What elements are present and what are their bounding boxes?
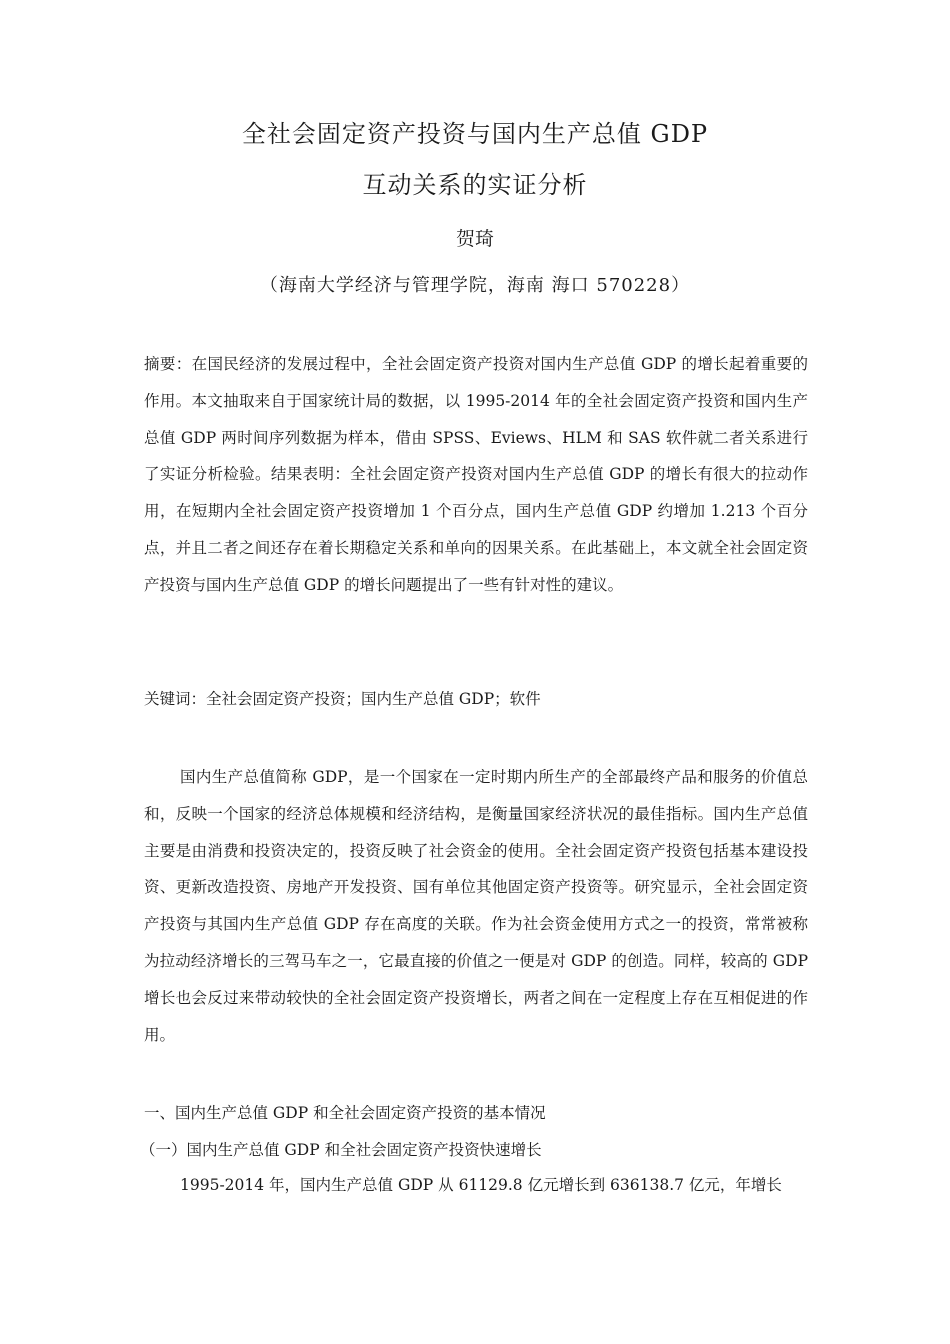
author-affiliation: （海南大学经济与管理学院，海南 海口 570228） [259, 275, 691, 296]
paper-title-line-2: 互动关系的实证分析 [362, 171, 588, 199]
section-heading-1: 一、国内生产总值 GDP 和全社会固定资产投资的基本情况 [144, 1104, 546, 1122]
keywords-line: 关键词：全社会固定资产投资；国内生产总值 GDP；软件 [144, 690, 541, 708]
body-paragraph-start: 1995-2014 年，国内生产总值 GDP 从 61129.8 亿元增长到 636138.7 亿元，年增长 [180, 1176, 782, 1194]
intro-paragraph: 国内生产总值简称 GDP，是一个国家在一定时期内所生产的全部最终产品和服务的价值总和，反映一个国家的经济总体规模和经济结构，是衡量国家经济状况的最佳指标。国内生产总值主要是由消费和投资决定的，投资反映了社会资金的使用。全社会固定资产投资包括基本建设投资、更新改造投资、房地产开发投资、国有单位其他固定资产投资等。研究显示，全社会固定资产投资与其国内生产总值 GDP 存在高度的关联。作为社会资金使用方式之一的投资，常常被称为拉动经济增长的三驾马车之一，它最直接的价值之一便是对 GDP 的创造。同样，较高的 GDP 增长也会反过来带动较快的全社会固定资产投资增长，两者之间在一定程度上存在互相促进的作用。 [144, 768, 808, 1044]
author-name: 贺琦 [455, 228, 494, 250]
subsection-heading-1-1: （一）国内生产总值 GDP 和全社会固定资产投资快速增长 [140, 1141, 542, 1159]
abstract-paragraph: 摘要：在国民经济的发展过程中，全社会固定资产投资对国内生产总值 GDP 的增长起着重要的作用。本文抽取来自于国家统计局的数据，以 1995-2014 年的全社会固定资产投资和国内生产总值 GDP 两时间序列数据为样本，借由 SPSS、Eviews、HLM 和 SAS 软件就二者关系进行了实证分析检验。结果表明：全社会固定资产投资对国内生产总值 GDP 的增长有很大的拉动作用，在短期内全社会固定资产投资增加 1 个百分点，国内生产总值 GDP 约增加 1.213 个百分点，并且二者之间还存在着长期稳定关系和单向的因果关系。在此基础上，本文就全社会固定资产投资与国内生产总值 GDP 的增长问题提出了一些有针对性的建议。 [144, 355, 808, 594]
paper-title-line-1: 全社会固定资产投资与国内生产总值 GDP [241, 120, 709, 148]
